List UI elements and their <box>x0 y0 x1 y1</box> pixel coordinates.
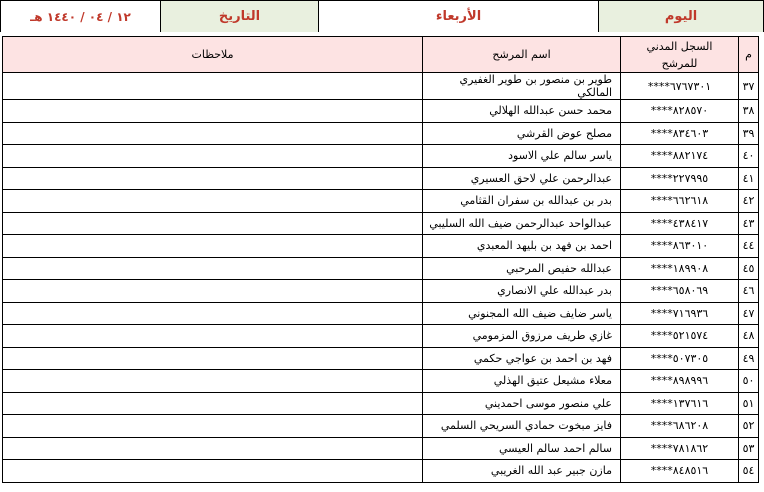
row-notes <box>3 302 423 325</box>
table-row <box>3 392 759 415</box>
table-header-row <box>3 37 759 73</box>
row-notes <box>3 100 423 123</box>
row-notes <box>3 145 423 168</box>
col-candidate-name: اسم المرشح <box>423 37 621 73</box>
row-civil-registry <box>621 212 739 235</box>
row-number: ٣٧ <box>739 73 759 100</box>
table-row <box>3 302 759 325</box>
row-civil-registry <box>621 325 739 348</box>
row-candidate-name: علي منصور موسى احمديني <box>423 392 621 415</box>
row-number: ٥٢ <box>739 415 759 438</box>
table-row <box>3 325 759 348</box>
table-row <box>3 235 759 258</box>
header-bar <box>0 0 764 32</box>
col-number: م <box>739 37 759 73</box>
table-row <box>3 167 759 190</box>
row-notes <box>3 280 423 303</box>
table-row <box>3 460 759 483</box>
row-number: ٤٥ <box>739 257 759 280</box>
civil-registry-value: ****٨٦٣٠١٠ <box>650 239 709 253</box>
civil-registry-value: ****٧١٦٩٣٦ <box>650 306 709 320</box>
civil-registry-value: ****٦٥٨٠٦٩ <box>650 284 709 298</box>
table-row <box>3 145 759 168</box>
table-row <box>3 100 759 123</box>
day-label: اليوم <box>598 0 764 32</box>
row-notes <box>3 370 423 393</box>
row-candidate-name: طوير بن منصور بن طوير الغفيري المالكي <box>423 73 621 100</box>
row-number: ٥٠ <box>739 370 759 393</box>
row-number: ٣٩ <box>739 122 759 145</box>
row-number: ٤١ <box>739 167 759 190</box>
civil-registry-value: ****٨٣٤٦٠٣ <box>650 126 709 140</box>
row-candidate-name: فايز مبخوت حمادي السريحي السلمي <box>423 415 621 438</box>
civil-registry-value: ****٨٩٨٩٩٦ <box>650 374 709 388</box>
row-number: ٥١ <box>739 392 759 415</box>
row-civil-registry <box>621 302 739 325</box>
civil-registry-value: ****٧٨١٨٦٢ <box>650 441 709 455</box>
row-civil-registry <box>621 73 739 100</box>
row-civil-registry <box>621 347 739 370</box>
row-candidate-name: مازن جبير عبد الله الغريبي <box>423 460 621 483</box>
row-notes <box>3 392 423 415</box>
table-row <box>3 347 759 370</box>
row-number: ٥٤ <box>739 460 759 483</box>
table-row <box>3 437 759 460</box>
row-candidate-name: عبدالواحد عبدالرحمن ضيف الله السليبي <box>423 212 621 235</box>
row-candidate-name: عبدالرحمن علي لاحق العسيري <box>423 167 621 190</box>
civil-registry-value: ****٤٣٨٤١٧ <box>650 216 709 230</box>
row-notes <box>3 257 423 280</box>
date-value: ١٢ / ٠٤ / ١٤٤٠ هـ <box>0 0 160 32</box>
table-row <box>3 73 759 100</box>
row-candidate-name: عبدالله حفيص المرحبي <box>423 257 621 280</box>
row-civil-registry <box>621 392 739 415</box>
row-civil-registry <box>621 100 739 123</box>
row-notes <box>3 325 423 348</box>
table-row <box>3 257 759 280</box>
row-number: ٣٨ <box>739 100 759 123</box>
civil-registry-value: ****٦٦٢٦١٨ <box>650 194 709 208</box>
candidates-table <box>2 36 759 483</box>
civil-registry-value: ****٦٧٦٧٣٠١ <box>647 79 712 93</box>
col-notes: ملاحظات <box>3 37 423 73</box>
table-body <box>3 73 759 483</box>
row-notes <box>3 73 423 100</box>
civil-registry-value: ****٨٢٨٥٧٠ <box>650 104 709 118</box>
row-candidate-name: معلاء مشيعل عتيق الهذلي <box>423 370 621 393</box>
row-civil-registry <box>621 415 739 438</box>
table-row <box>3 415 759 438</box>
row-candidate-name: بدر عبدالله علي الانصاري <box>423 280 621 303</box>
row-candidate-name: غازي طريف مرزوق المزمومي <box>423 325 621 348</box>
civil-registry-value: ****٥٠٧٣٠٥ <box>650 351 709 365</box>
civil-registry-value: ****٥٢١٥٧٤ <box>650 329 709 343</box>
row-number: ٤٦ <box>739 280 759 303</box>
row-number: ٥٣ <box>739 437 759 460</box>
row-civil-registry <box>621 257 739 280</box>
row-notes <box>3 122 423 145</box>
row-civil-registry <box>621 437 739 460</box>
row-candidate-name: سالم احمد سالم العيسي <box>423 437 621 460</box>
date-label: التاريخ <box>160 0 318 32</box>
col-civil-registry <box>621 37 739 73</box>
civil-registry-value: ****١٣٧٦١٦ <box>650 396 709 410</box>
row-candidate-name: بدر بن عبدالله بن سفران القثامي <box>423 190 621 213</box>
table-row <box>3 212 759 235</box>
row-notes <box>3 235 423 258</box>
row-civil-registry <box>621 167 739 190</box>
row-notes <box>3 415 423 438</box>
row-civil-registry <box>621 235 739 258</box>
row-civil-registry <box>621 190 739 213</box>
table-row <box>3 122 759 145</box>
row-number: ٤٨ <box>739 325 759 348</box>
row-number: ٤٠ <box>739 145 759 168</box>
civil-registry-value: ****٨٤٨٥١٦ <box>650 464 709 478</box>
row-civil-registry <box>621 460 739 483</box>
civil-registry-value: ****٢٢٧٩٩٥ <box>650 171 709 185</box>
row-number: ٤٧ <box>739 302 759 325</box>
row-candidate-name: ياسر ضايف ضيف الله المجنوني <box>423 302 621 325</box>
civil-registry-value: ****٨٨٢١٧٤ <box>650 149 709 163</box>
row-candidate-name: ياسر سالم علي الاسود <box>423 145 621 168</box>
civil-registry-value: ****٦٨٦٢٠٨ <box>650 419 709 433</box>
row-candidate-name: احمد بن فهد بن بليهد المعبدي <box>423 235 621 258</box>
row-civil-registry <box>621 280 739 303</box>
row-notes <box>3 212 423 235</box>
row-notes <box>3 190 423 213</box>
col-civil-registry-line2: للمرشح <box>661 56 698 70</box>
row-number: ٤٤ <box>739 235 759 258</box>
row-notes <box>3 460 423 483</box>
row-candidate-name: مصلح عوض القرشي <box>423 122 621 145</box>
day-value: الأربعاء <box>318 0 598 32</box>
row-number: ٤٣ <box>739 212 759 235</box>
row-candidate-name: محمد حسن عبدالله الهلالي <box>423 100 621 123</box>
row-candidate-name: فهد بن احمد بن عواجي حكمي <box>423 347 621 370</box>
civil-registry-value: ****١٨٩٩٠٨ <box>650 261 709 275</box>
row-notes <box>3 437 423 460</box>
row-number: ٤٩ <box>739 347 759 370</box>
row-number: ٤٢ <box>739 190 759 213</box>
row-notes <box>3 167 423 190</box>
row-notes <box>3 347 423 370</box>
table-row <box>3 190 759 213</box>
table-row <box>3 370 759 393</box>
row-civil-registry <box>621 145 739 168</box>
row-civil-registry <box>621 122 739 145</box>
row-civil-registry <box>621 370 739 393</box>
col-civil-registry-line1: السجل المدني <box>646 39 713 53</box>
table-row <box>3 280 759 303</box>
